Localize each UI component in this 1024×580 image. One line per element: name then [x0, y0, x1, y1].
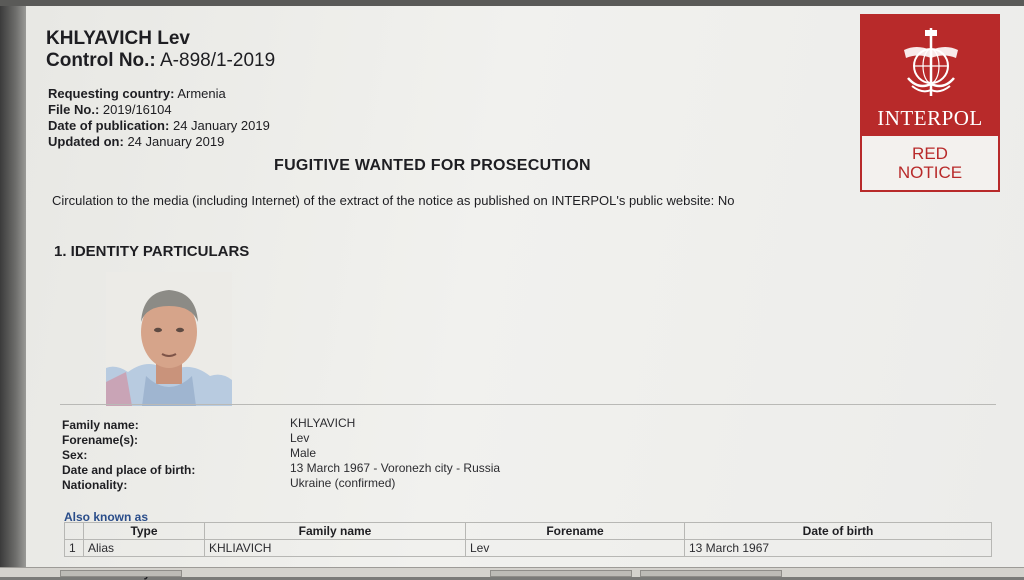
monitor-bezel-left — [0, 0, 26, 576]
red-notice-line1: RED — [912, 144, 948, 163]
alias-col-forename: Forename — [466, 523, 685, 540]
also-known-as-heading: Also known as — [64, 510, 149, 524]
alias-col-number — [65, 523, 84, 540]
subject-photo — [106, 272, 232, 406]
meta-value: 24 January 2019 — [127, 134, 225, 149]
meta-value: Armenia — [177, 86, 226, 101]
particulars-value-forenames: Lev — [290, 431, 310, 445]
particulars-value-family-name: KHLYAVICH — [290, 416, 356, 430]
person-name-title: KHLYAVICH Lev — [46, 28, 190, 49]
alias-cell-family-name: KHLIAVICH — [205, 540, 466, 557]
control-number-value: A-898/1-2019 — [160, 50, 276, 71]
particulars-label-family-name: Family name: — [62, 418, 139, 432]
meta-date-of-publication — [48, 118, 270, 134]
alias-col-date-of-birth: Date of birth — [685, 523, 992, 540]
circulation-statement: Circulation to the media (including Internet) of the extract of the notice as published on INTERPOL's public website: No — [52, 193, 735, 208]
section-divider — [60, 404, 996, 405]
alias-cell-forename: Lev — [466, 540, 685, 557]
document-page — [26, 6, 1024, 576]
meta-updated-on — [48, 134, 270, 150]
particulars-value-birth: 13 March 1967 - Voronezh city - Russia — [290, 461, 501, 475]
particulars-label-sex: Sex: — [62, 448, 88, 462]
notice-metadata — [48, 86, 270, 150]
meta-value: 2019/16104 — [102, 102, 172, 117]
notice-title: FUGITIVE WANTED FOR PROSECUTION — [274, 157, 591, 174]
alias-cell-date-of-birth: 13 March 1967 — [685, 540, 992, 557]
interpol-logo — [860, 14, 1000, 192]
meta-label: Date of publication: — [48, 118, 170, 133]
alias-col-family-name: Family name — [205, 523, 466, 540]
interpol-emblem-icon — [898, 26, 964, 98]
meta-value: 24 January 2019 — [172, 118, 270, 133]
red-notice-label — [860, 134, 1000, 192]
alias-cell-number: 1 — [65, 540, 84, 557]
alias-col-type: Type — [84, 523, 205, 540]
interpol-wordmark: INTERPOL — [877, 106, 983, 130]
particulars-labels — [62, 418, 195, 493]
meta-requesting-country — [48, 86, 270, 102]
meta-label: Updated on: — [48, 134, 124, 149]
red-notice-line2: NOTICE — [897, 163, 963, 182]
control-number-label: Control No.: — [46, 50, 156, 71]
control-number — [46, 50, 275, 72]
alias-table-header — [65, 523, 992, 540]
alias-table — [64, 522, 992, 557]
particulars-label-forenames: Forename(s): — [62, 433, 139, 447]
meta-label: File No.: — [48, 102, 100, 117]
alias-cell-type: Alias — [84, 540, 205, 557]
particulars-value-sex: Male — [290, 446, 317, 460]
particulars-label-nationality: Nationality: — [62, 478, 128, 492]
particulars-values — [290, 416, 500, 491]
particulars-label-birth: Date and place of birth: — [62, 463, 196, 477]
particulars-value-nationality: Ukraine (confirmed) — [290, 476, 396, 490]
section-identity-heading: 1. IDENTITY PARTICULARS — [54, 243, 250, 260]
meta-label: Requesting country: — [48, 86, 175, 101]
meta-file-no — [48, 102, 270, 118]
table-row — [65, 540, 992, 557]
